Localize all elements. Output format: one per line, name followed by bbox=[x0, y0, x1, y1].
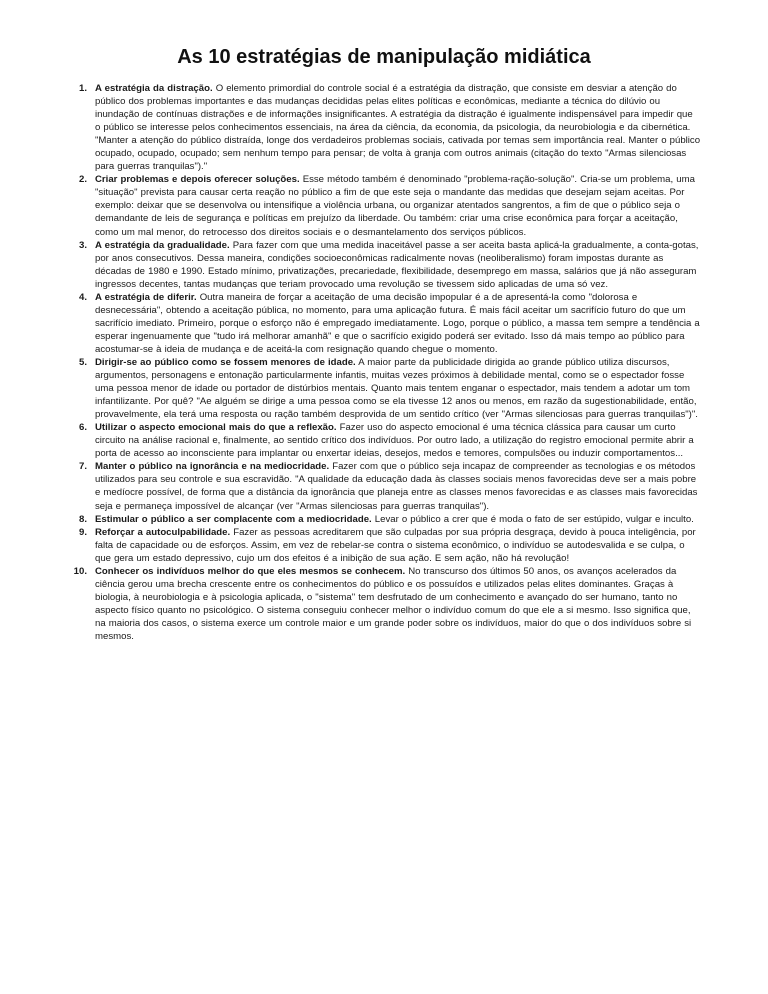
item-heading: Dirigir-se ao público como se fossem menores de idade. bbox=[95, 356, 356, 368]
item-heading: Manter o público na ignorância e na mediocridade. bbox=[95, 461, 330, 473]
item-number: 3. bbox=[78, 239, 87, 251]
item-heading: Criar problemas e depois oferecer soluções. bbox=[95, 174, 300, 186]
list-item bbox=[78, 421, 701, 460]
document-title: As 10 estratégias de manipulação midiática bbox=[177, 46, 591, 68]
item-heading: Utilizar o aspecto emocional mais do que a reflexão. bbox=[95, 422, 337, 434]
list-item bbox=[78, 82, 701, 173]
item-body: A maior parte da publicidade dirigida ao grande público utiliza discursos, argumentos, personagens e entonação particularmente infantis, muitas vezes próximos à debilidade mental, como se o espectador fosse uma pessoa menor de idade ou portador de distúrbios mentais. Quanto mais tentem enganar o espectador, mais tendem a adotar um tom infantilizante. Por quê? "Ae alguém se dirige a uma pessoa como se ela tivesse 12 anos ou menos, em razão da sugestionabilidade, então, provavelmente, ela terá uma resposta ou ração também desprovida de um sentido crítico (ver "Armas silenciosas para guerras tranquilas")". bbox=[95, 356, 698, 421]
strategy-list bbox=[73, 82, 701, 643]
item-body: O elemento primordial do controle social é a estratégia da distração, que consiste em desviar a atenção do público dos problemas importantes e das mudanças decididas pelas elites políticas e econômicas, mediante a técnica do dilúvio ou inundação de contínuas distrações e de informações insignificantes. A estratégia da distração é igualmente indispensável para impedir que o público se interesse pelos conhecimentos essenciais, na área da ciência, da economia, da psicologia, da neurobiologia e da cibernética. "Manter a atenção do público distraída, longe dos verdadeiros problemas sociais, cativada por temas sem importância real. Manter o público ocupado, ocupado, ocupado; sem nenhum tempo para pensar; de volta à granja com outros animais (citação do texto "Armas silenciosas para guerras tranquilas")." bbox=[95, 83, 701, 173]
list-item bbox=[73, 565, 701, 643]
item-body: Levar o público a crer que é moda o fato de ser estúpido, vulgar e inculto. bbox=[371, 513, 694, 525]
item-body: Fazer uso do aspecto emocional é uma técnica clássica para causar um curto circuito na análise racional e, finalmente, ao sentido crítico dos indivíduos. Por outro lado, a utilização do registro emocional permite abrir a porta de acesso ao inconsciente para implantar ou enxertar ideias, desejos, medos e temores, compulsões ou induzir comportamentos... bbox=[95, 422, 694, 460]
item-number: 4. bbox=[78, 291, 87, 303]
item-number: 7. bbox=[78, 461, 87, 473]
list-item bbox=[78, 239, 701, 291]
item-number: 2. bbox=[78, 174, 87, 186]
list-item bbox=[78, 513, 701, 526]
item-number: 10. bbox=[73, 565, 87, 577]
item-number: 6. bbox=[78, 422, 87, 434]
item-body: Esse método também é denominado "problema-ração-solução". Cria-se um problema, uma "situação" prevista para causar certa reação no público a fim de que este seja o mandante das medidas que desejam sejam aceitas. Por exemplo: deixar que se desenvolva ou intensifique a violência urbana, ou organizar atentados sangrentos, a fim de que o público seja o demandante de leis de segurança e políticas em prejuízo da liberdade. Ou também: criar uma crise econômica para forçar a aceitação, como um mal menor, do retrocesso dos direitos sociais e o desmantelamento dos serviços públicos. bbox=[95, 174, 695, 238]
item-heading: Reforçar a autoculpabilidade. bbox=[95, 526, 231, 538]
item-number: 5. bbox=[78, 356, 87, 368]
list-item bbox=[78, 356, 701, 421]
item-body: Outra maneira de forçar a aceitação de uma decisão impopular é a de apresentá-la como "dolorosa e desnecessária", obtendo a aceitação pública, no momento, para uma aplicação futura. É mais fácil aceitar um sacrifício futuro do que um sacrifício imediato. Primeiro, porque o esforço não é empregado imediatamente. Logo, porque o público, a massa tem sempre a tendência a esperar ingenuamente que "tudo irá melhorar amanhã" e que o sacrifício exigido poderá ser evitado. Isso dá mais tempo ao público para acostumar-se à ideia de mudança e de aceitá-la com resignação quando chegue o momento. bbox=[95, 291, 700, 355]
item-heading: Conhecer os indivíduos melhor do que eles mesmos se conhecem. bbox=[95, 565, 406, 577]
item-heading: A estratégia de diferir. bbox=[95, 291, 197, 303]
item-body: Para fazer com que uma medida inaceitável passe a ser aceita basta aplicá-la gradualmente, a conta-gotas, por anos consecutivos. Dessa maneira, condições socioeconômicas radicalmente novas (neoliberalismo) foram impostas durante as décadas de 1980 e 1990. Estado mínimo, privatizações, precariedade, flexibilidade, desemprego em massa, salários que já não asseguram ingressos decentes, tantas mudanças que teriam provocado uma revolução se tivessem sido aplicadas de uma só vez. bbox=[95, 239, 699, 290]
list-item bbox=[78, 173, 701, 238]
list-item bbox=[78, 526, 701, 565]
list-item bbox=[78, 460, 701, 512]
item-number: 1. bbox=[78, 83, 87, 94]
item-number: 9. bbox=[78, 526, 87, 538]
list-item bbox=[78, 291, 701, 356]
item-heading: Estimular o público a ser complacente com a mediocridade. bbox=[95, 513, 372, 525]
item-heading: A estratégia da distração. bbox=[95, 83, 213, 94]
item-body: Fazer as pessoas acreditarem que são culpadas por sua própria desgraça, devido à pouca inteligência, por falta de capacidade ou de esforços. Assim, em vez de rebelar-se contra o sistema econômico, o indivíduo se autodesvalida e se culpa, o que gera um estado depressivo, cujo um dos efeitos é a inibição de sua ação. E sem ação, não há revolução! bbox=[95, 526, 696, 564]
item-body: No transcurso dos últimos 50 anos, os avanços acelerados da ciência gerou uma brecha crescente entre os conhecimentos do público e os possuídos e utilizados pelas elites dominantes. Graças à biologia, à neurobiologia e à psicologia aplicada, o "sistema" tem desfrutado de um conhecimento e avançado do ser humano, tanto no aspecto físico quanto no psicológico. O sistema conseguiu conhecer melhor o indivíduo comum do que ele a si mesmo. Isso significa que, na maioria dos casos, o sistema exerce um controle maior e um grande poder sobre os indivíduos, maior do que o dos indivíduos sobre si mesmos. bbox=[95, 565, 692, 642]
item-body: Fazer com que o público seja incapaz de compreender as tecnologias e os métodos utilizados para seu controle e sua escravidão. "A qualidade da educação dada às classes sociais menos favorecidas deve ser a mais pobre e medíocre possível, de forma que a distância da ignorância que planeja entre as classes menos favorecidas e as classes mais favorecidas seja e permaneça impossível de alcançar (ver "Armas silenciosas para guerras tranquilas"). bbox=[95, 461, 698, 512]
item-number: 8. bbox=[78, 513, 87, 525]
item-heading: A estratégia da gradualidade. bbox=[95, 239, 230, 251]
